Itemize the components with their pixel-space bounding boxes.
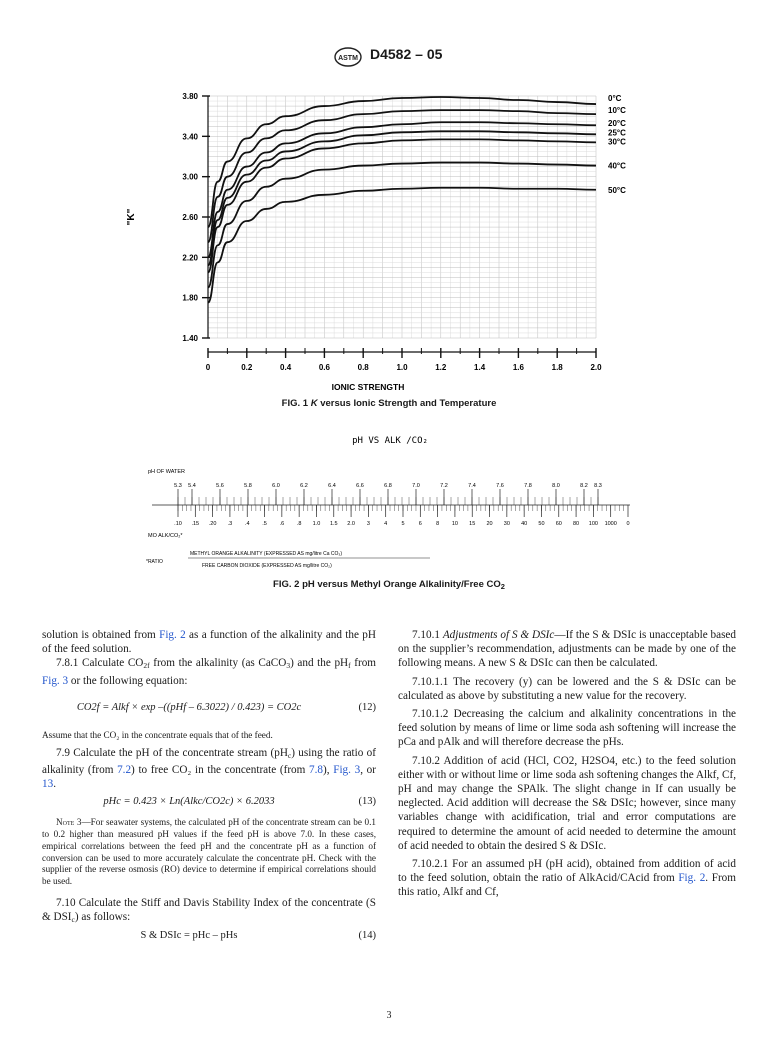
ratio-tick-label: 30 xyxy=(503,521,510,527)
x-tick-label: 0.6 xyxy=(318,363,330,372)
paragraph-7-10-1-2: 7.10.1.2 Decreasing the calcium and alkalinity concentrations in the feed solution by means of lime or lime soda ash softening will increase the pCa and pAlk and will therefore decrease the pHs. xyxy=(398,708,736,749)
x-tick-label: 0.8 xyxy=(357,363,369,372)
figure-1-caption: FIG. 1 K versus Ionic Strength and Temperature xyxy=(281,398,497,409)
series-label: 25°C xyxy=(608,128,626,138)
ph-tick-label: 6.8 xyxy=(384,483,392,489)
fig-2-link[interactable]: Fig. 2 xyxy=(678,872,706,885)
paragraph: solution is obtained from Fig. 2 as a function of the alkalinity and the pH of the feed solution. xyxy=(42,629,376,656)
ratio-tick-label: .20 xyxy=(208,521,217,527)
ratio-tick-label: 10 xyxy=(451,521,458,527)
x-tick-label: 0.4 xyxy=(280,363,292,372)
figure-1-chart xyxy=(126,80,660,410)
ratio-denominator: FREE CARBON DIOXIDE (EXPRESSED AS mg/litre CO₂) xyxy=(202,563,332,569)
ratio-tick-label: 80 xyxy=(573,521,580,527)
ph-tick-label: 6.4 xyxy=(328,483,336,489)
ph-tick-label: 7.6 xyxy=(496,483,504,489)
paragraph-7-10-1-1: 7.10.1.1 The recovery (y) can be lowered and the S & DSIc can be calculated as above by substituting a new value for the recovery. xyxy=(398,675,736,702)
ratio-tick-label: 6 xyxy=(418,521,422,527)
x-tick-label: 1.6 xyxy=(512,363,524,372)
ph-tick-label: 5.8 xyxy=(244,483,252,489)
figure-2-nomograph xyxy=(130,425,650,575)
ph-tick-label: 7.4 xyxy=(468,483,476,489)
y-tick-label: 3.80 xyxy=(182,92,198,101)
paragraph-7-10-2-1: 7.10.2.1 For an assumed pH (pH acid), obtained from addition of acid to the feed solution, obtain the ratio of AlkAcid/CAcid from Fig. 2. From this ratio, Alkf and Cf, xyxy=(398,858,736,899)
ratio-tick-label: .3 xyxy=(227,521,233,527)
ph-tick-label: 5.6 xyxy=(216,483,224,489)
ph-scale-label: pH OF WATER xyxy=(148,469,185,475)
ph-tick-label: 5.3 xyxy=(174,483,182,489)
ratio-tick-label: 60 xyxy=(555,521,562,527)
ratio-tick-label: 1000 xyxy=(604,521,617,527)
ph-tick-label: 6.6 xyxy=(356,483,364,489)
y-tick-label: 1.80 xyxy=(182,293,198,303)
astm-logo xyxy=(333,47,363,67)
ph-tick-label: 7.2 xyxy=(440,483,448,489)
ratio-tick-label: .6 xyxy=(279,521,285,527)
equation-13: pHc = 0.423 × Ln(Alkc/CO2c) × 6.2033 (13) xyxy=(103,796,376,808)
x-tick-label: 1.0 xyxy=(396,363,408,372)
ratio-tick-label: 0 xyxy=(626,521,630,527)
x-tick-label: 1.2 xyxy=(435,363,447,372)
ratio-tick-label: 1.5 xyxy=(329,521,338,527)
ratio-tick-label: 2.0 xyxy=(347,521,355,527)
series-label: 50°C xyxy=(608,185,626,195)
series-label: 20°C xyxy=(608,119,626,129)
ratio-numerator: METHYL ORANGE ALKALINITY (EXPRESSED AS mg/litre Ca CO₃) xyxy=(190,551,343,557)
fig-2-link[interactable]: Fig. 2 xyxy=(159,629,186,641)
ph-tick-label: 5.4 xyxy=(188,483,196,489)
paragraph-7-10-1: 7.10.1 Adjustments of S & DSIc—If the S & DSIc is unacceptable based on the supplier’s recommendation, adjustments can be made by one of the following means. A new S & DSIc can then be calculated. xyxy=(398,629,736,670)
y-tick-label: 1.40 xyxy=(182,334,198,343)
ph-tick-label: 6.2 xyxy=(300,483,308,489)
fig-3-link[interactable]: Fig. 3 xyxy=(42,674,69,687)
ratio-tick-label: .15 xyxy=(191,521,200,527)
x-tick-label: 2.0 xyxy=(590,363,602,372)
ph-scale xyxy=(174,483,602,505)
ratio-tick-label: 15 xyxy=(469,521,476,527)
y-tick-label: 2.60 xyxy=(182,213,198,222)
ph-tick-label: 7.0 xyxy=(412,483,420,489)
ph-tick-label: 8.2 xyxy=(580,483,588,489)
right-column xyxy=(398,628,736,900)
mo-alk-label: MO ALK/CO₂* xyxy=(148,533,183,539)
x-axis-label: IONIC STRENGTH xyxy=(331,382,405,392)
y-tick-label: 3.00 xyxy=(182,172,198,182)
x-tick-label: 1.4 xyxy=(474,363,486,372)
equation-13-link[interactable]: 13 xyxy=(42,778,54,791)
ph-tick-label: 8.3 xyxy=(594,483,602,489)
ratio-scale xyxy=(174,505,629,527)
paragraph-7-8-1: 7.8.1 Calculate $CO_{2f}$ from the alkalinity (as CaCO$_3$) and the $pH_f$ from Fig. 3 or the following equation: xyxy=(42,657,376,687)
ratio-tick-label: .10 xyxy=(174,521,182,527)
ratio-tick-label: 50 xyxy=(538,521,545,527)
paragraph-7-10: 7.10 Calculate the Stiff and Davis Stability Index of the concentrate (S & $DSI_c$) as follows: xyxy=(42,897,376,925)
ratio-tick-label: 20 xyxy=(486,521,493,527)
ratio-tick-label: 40 xyxy=(521,521,528,527)
equation-14: S & DSIc = pHc – pHs (14) xyxy=(140,930,376,942)
equation-12: CO2f = Alkf × exp –((pHf – 6.3022) / 0.423) = CO2c (12) xyxy=(76,701,376,713)
figure-2-title: pH VS ALK /CO₂ xyxy=(352,436,428,446)
y-axis-label: "K" xyxy=(126,208,137,226)
series-label: 30°C xyxy=(608,137,626,147)
series-label: 0°C xyxy=(608,94,622,104)
page-number: 3 xyxy=(386,1010,392,1021)
ph-tick-label: 8.0 xyxy=(552,483,560,489)
x-tick-label: 1.8 xyxy=(551,363,563,372)
x-tick-label: 0.2 xyxy=(241,363,253,372)
y-tick-label: 3.40 xyxy=(182,132,198,142)
ratio-tick-label: 100 xyxy=(588,521,598,527)
ratio-tick-label: 3 xyxy=(366,521,370,527)
ratio-tick-label: .8 xyxy=(296,521,302,527)
ratio-tick-label: .4 xyxy=(244,521,250,527)
left-column xyxy=(42,628,376,947)
ph-tick-label: 6.0 xyxy=(272,483,280,489)
x-tick-label: 0 xyxy=(205,363,211,372)
ratio-tick-label: 1.0 xyxy=(312,521,321,527)
fig-3-link[interactable]: Fig. 3 xyxy=(333,763,361,776)
paragraph-7-10-2: 7.10.2 Addition of acid (HCl, CO2, H2SO4, etc.) to the feed solution either with or without lime or lime soda ash softening changes the Alkf, Cf, pH and may change the SPAlk. The slight change in If can usually be neglected. Acid addition will decrease the S& DSIc; however, since many variables change with acidification, trial and error computations are required to determine the amount of acid needed to determine the amount of acid needed to obtain the desired S & DSIc. xyxy=(398,754,736,852)
series-label: 10°C xyxy=(608,106,626,116)
series-label: 40°C xyxy=(608,161,626,171)
ph-tick-label: 7.8 xyxy=(524,483,532,489)
figure-2-caption: FIG. 2 pH versus Methyl Orange Alkalinity/Free $CO_2$ xyxy=(273,579,505,591)
ratio-star: *RATIO xyxy=(146,559,163,565)
ratio-tick-label: 4 xyxy=(384,521,388,527)
svg-text:ASTM: ASTM xyxy=(338,55,358,62)
y-tick-label: 2.20 xyxy=(182,253,198,263)
ratio-tick-label: 5 xyxy=(401,521,405,527)
ratio-tick-label: 8 xyxy=(436,521,440,527)
ratio-tick-label: .5 xyxy=(262,521,267,527)
section-7-2-link[interactable]: 7.2 xyxy=(117,763,132,776)
paragraph-7-9: 7.9 Calculate the pH of the concentrate stream $(pH_c)$ using the ratio of alkalinity (from 7.2) to free CO₂ in the concentrate (from 7.8), Fig. 3, or 13. xyxy=(42,746,376,791)
section-7-8-link[interactable]: 7.8 xyxy=(309,763,324,776)
document-id: D4582 – 05 xyxy=(370,46,443,62)
assumption-note: Assume that the CO₂ in the concentrate equals that of the feed. xyxy=(42,729,273,740)
note-3: Note 3—For seawater systems, the calculated pH of the concentrate stream can be 0.1 to 0.2 higher than measured pH values if the feed pH is above 7.0. In these cases, empirical correlations between the feed pH and the concentrate pH as a function of conversion can be used to more accurately calculate the concentrate pH. Check with the supplier of the reverse osmosis (RO) device to determine if empirical correlations should be used. xyxy=(42,817,376,887)
